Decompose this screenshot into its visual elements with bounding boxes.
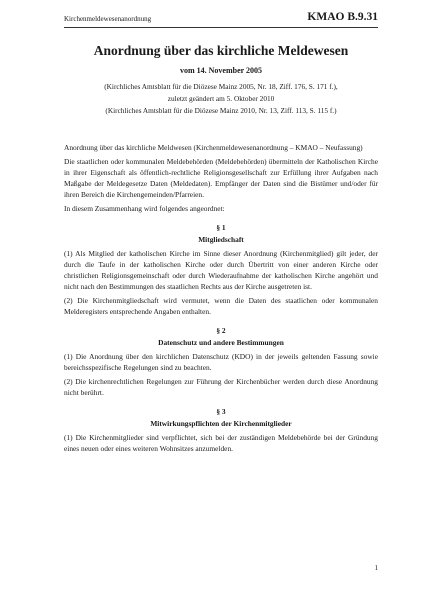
document-date: vom 14. November 2005 [179, 66, 263, 75]
document-code: KMAO B.9.31 [307, 11, 378, 23]
header-rule [64, 27, 378, 28]
document-body [64, 142, 378, 457]
section-number: § 3 [216, 407, 226, 416]
section-title: Datenschutz und andere Bestimmungen [158, 337, 284, 347]
intro-paragraph: Anordnung über das kirchliche Meldwesen (Kirchenmeldewesenanordnung – KMAO – Neufassung) [64, 143, 363, 152]
section-number: § 1 [216, 223, 226, 232]
section-title: Mitwirkungspflichten der Kirchenmitglieder [150, 418, 292, 428]
section-paragraph: (1) Als Mitglied der katholischen Kirche im Sinne dieser Anordnung (Kirchenmitglied) gilt jeder, der durch die Taufe in der katholischen Kirche oder durch Übertritt von einer anderen Kirche oder christlichen Religionsgemeinschaft oder durch Wiederaufnahme der katholischen Kirche angehört und nicht nach den Bestimmungen des staatlichen Rechts aus der Kirche ausgetreten ist. [64, 249, 378, 291]
page-number: 1 [374, 564, 378, 572]
intro-paragraph: In diesem Zusammenhang wird folgendes angeordnet: [64, 204, 225, 213]
section-number: § 2 [216, 326, 226, 335]
source-line-2: zuletzt geändert am 5. Oktober 2010 [167, 94, 275, 103]
section-paragraph: (1) Die Kirchenmitglieder sind verpflichtet, sich bei der zuständigen Meldebehörde bei der Gründung eines neuen oder eines weiteren Wohnsitzes anzumelden. [64, 433, 378, 453]
source-line-1: (Kirchliches Amtsblatt für die Diözese Mainz 2005, Nr. 18, Ziff. 176, S. 171 f.), [104, 82, 338, 91]
running-title: Kirchenmeldewesenanordnung [64, 15, 152, 23]
section-title: Mitgliedschaft [198, 234, 244, 244]
document-title: Anordnung über das kirchliche Meldewesen [93, 43, 349, 58]
section-paragraph: (1) Die Anordnung über den kirchlichen Datenschutz (KDO) in der jeweils geltenden Fassung sowie bereichsspezifische Regelungen sind zu beachten. [64, 352, 378, 372]
section-paragraph: (2) Die kirchenrechtlichen Regelungen zur Führung der Kirchenbücher werden durch diese Anordnung nicht berührt. [64, 377, 378, 397]
intro-paragraph: Die staatlichen oder kommunalen Meldebehörden (Meldebehörden) übermitteln der Katholischen Kirche in ihrer Eigenschaft als öffentlich-rechtliche Religionsgesellschaft zur Erfüllung ihrer Aufgaben nach Maßgabe der Meldegesetze Daten (Meldedaten). Empfänger der Daten sind die Bistümer und/oder für ihren Bereich die Kirchengemeinden/Pfarreien. [64, 157, 378, 199]
section-paragraph: (2) Die Kirchenmitgliedschaft wird vermutet, wenn die Daten des staatlichen oder kommunalen Melderegisters entsprechende Angaben enthalten. [64, 296, 378, 316]
source-line-3: (Kirchliches Amtsblatt für die Diözese Mainz 2010, Nr. 13, Ziff. 113, S. 115 f.) [105, 106, 337, 115]
